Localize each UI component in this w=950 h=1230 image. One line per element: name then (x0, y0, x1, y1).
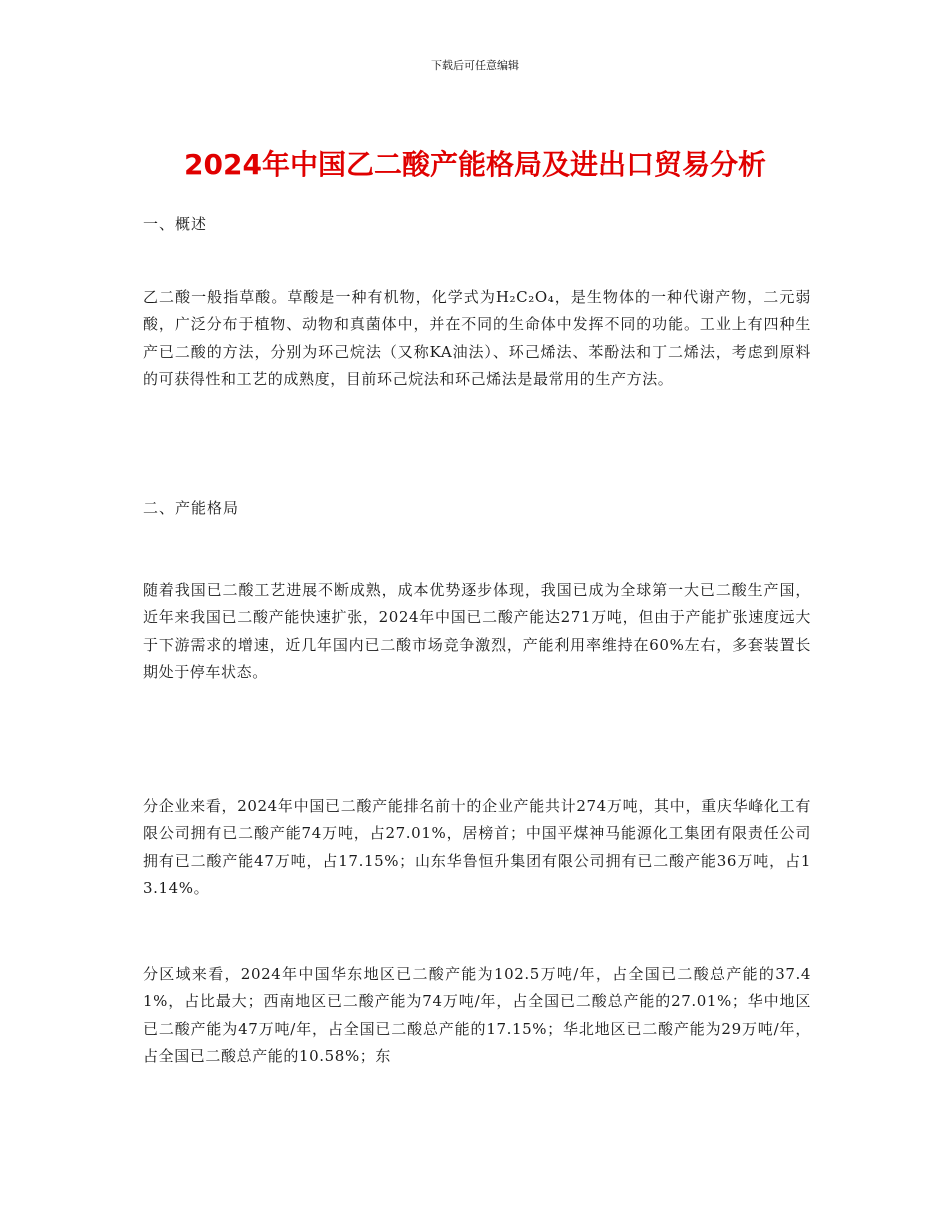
document-title: 2024年中国乙二酸产能格局及进出口贸易分析 (184, 148, 766, 181)
header-note: 下载后可任意编辑 (431, 59, 519, 72)
paragraph-overview: 乙二酸一般指草酸。草酸是一种有机物，化学式为H₂C₂O₄，是生物体的一种代谢产物，二元弱酸，广泛分布于植物、动物和真菌体中，并在不同的生命体中发挥不同的功能。工业上有四种生产已二酸的方法，分别为环己烷法（又称KA油法）、环己烯法、苯酚法和丁二烯法，考虑到原料的可获得性和工艺的成熟度，目前环己烷法和环己烯法是最常用的生产方法。 (143, 288, 811, 388)
paragraph-capacity-by-company: 分企业来看，2024年中国已二酸产能排名前十的企业产能共计274万吨，其中，重庆华峰化工有限公司拥有已二酸产能74万吨，占27.01%，居榜首；中国平煤神马能源化工集团有限责任公司拥有已二酸产能47万吨，占17.15%；山东华鲁恒升集团有限公司拥有已二酸产能36万吨，占13.14%。 (143, 797, 811, 897)
section-heading-capacity: 二、产能格局 (143, 499, 240, 517)
paragraph-capacity-overview: 随着我国已二酸工艺进展不断成熟，成本优势逐步体现，我国已成为全球第一大已二酸生产国，近年来我国已二酸产能快速扩张，2024年中国已二酸产能达271万吨，但由于产能扩张速度远大于下游需求的增速，近几年国内已二酸市场竞争激烈，产能利用率维持在60%左右，多套装置长期处于停车状态。 (143, 581, 811, 681)
section-heading-overview: 一、概述 (143, 215, 208, 233)
paragraph-capacity-by-region: 分区域来看，2024年中国华东地区已二酸产能为102.5万吨/年，占全国已二酸总产能的37.41%，占比最大；西南地区已二酸产能为74万吨/年，占全国已二酸总产能的27.01%；华中地区已二酸产能为47万吨/年，占全国已二酸总产能的17.15%；华北地区已二酸产能为29万吨/年，占全国已二酸总产能的10.58%；东 (143, 965, 811, 1065)
